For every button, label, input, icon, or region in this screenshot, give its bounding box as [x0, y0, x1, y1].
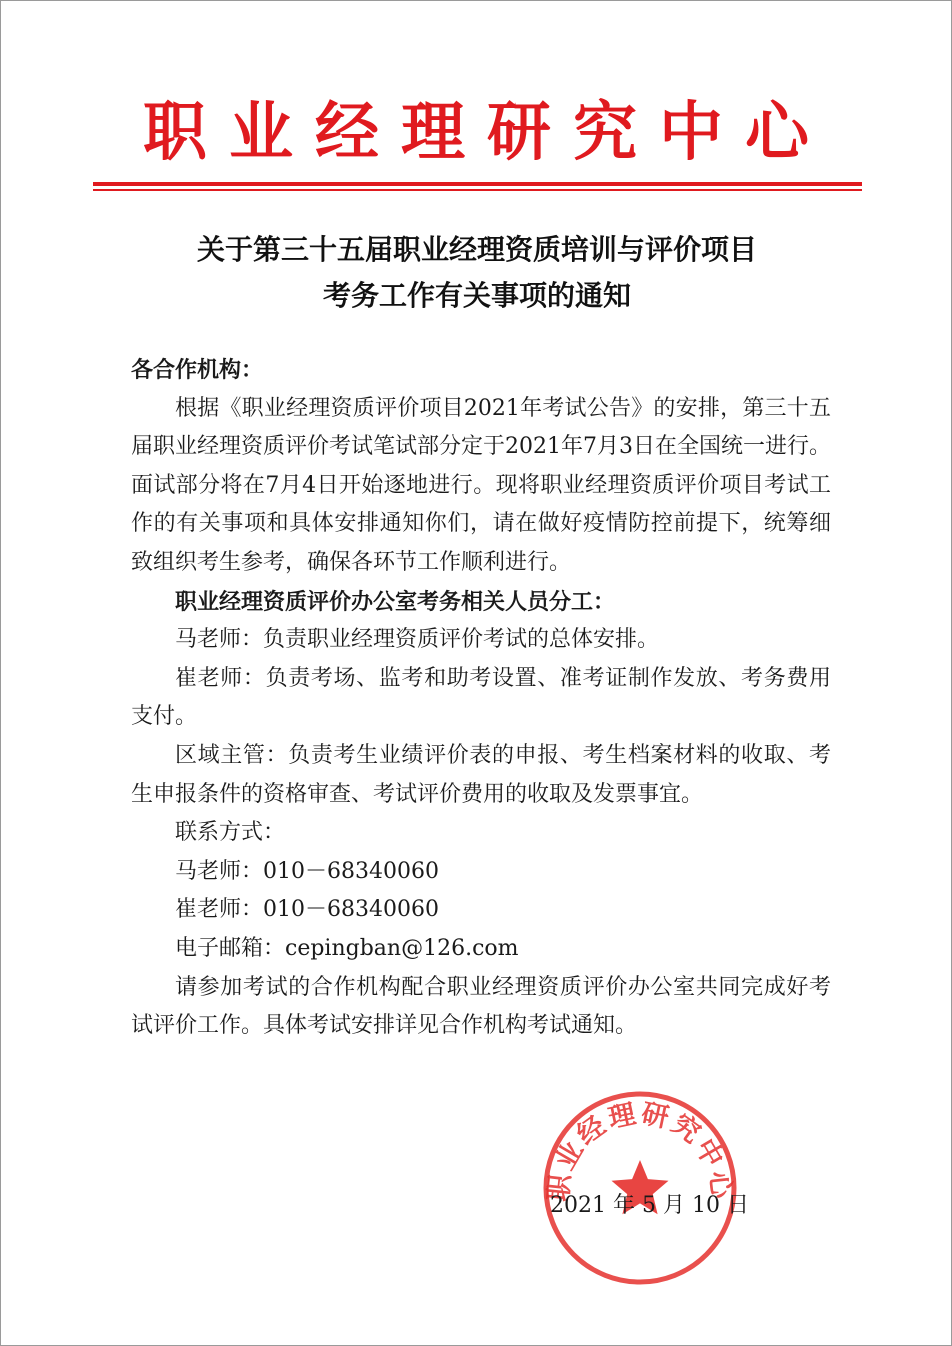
- salutation: 各合作机构：: [131, 357, 264, 383]
- staff-heading: 职业经理资质评价办公室考务相关人员分工：: [175, 588, 616, 615]
- title-line-1: 关于第三十五届职业经理资质培训与评价项目: [196, 233, 757, 266]
- contact-email: 电子邮箱：cepingban@126.com: [175, 935, 519, 961]
- notice-body: [131, 351, 831, 1046]
- contact-heading: 联系方式：: [175, 820, 286, 846]
- contact-ma: 马老师：010－68340060: [175, 858, 439, 884]
- closing-paragraph: 请参加考试的合作机构配合职业经理资质评价办公室共同完成好考试评价工作。具体考试安排详见合作机构考试通知。: [131, 974, 831, 1039]
- letterhead-rule-thin: [93, 189, 862, 191]
- issue-date: 2021 年 5 月 10 日: [550, 1193, 749, 1218]
- contact-cui: 崔老师：010－68340060: [175, 897, 439, 923]
- intro-paragraph: 根据《职业经理资质评价项目2021年考试公告》的安排，第三十五届职业经理资质评价考试笔试部分定于2021年7月3日在全国统一进行。面试部分将在7月4日开始逐地进行。现将职业经理资质评价项目考试工作的有关事项和具体安排通知你们，请在做好疫情防控前提下，统筹细致组织考生参考，确保各环节工作顺利进行。: [131, 395, 831, 575]
- document-title: [61, 227, 893, 319]
- seal-text: 职业经理研究中心: [542, 1098, 738, 1203]
- duty-ma: 马老师：负责职业经理资质评价考试的总体安排。: [175, 627, 660, 653]
- org-letterhead: 职业经理研究中心: [143, 95, 831, 170]
- duty-region: 区域主管：负责考生业绩评价表的申报、考生档案材料的收取、考生申报条件的资格审查、考试评价费用的收取及发票事宜。: [131, 742, 831, 807]
- letterhead-rule-thick: [93, 182, 862, 186]
- title-line-2: 考务工作有关事项的通知: [322, 279, 631, 312]
- duty-cui: 崔老师：负责考场、监考和助考设置、准考证制作发放、考务费用支付。: [131, 665, 831, 730]
